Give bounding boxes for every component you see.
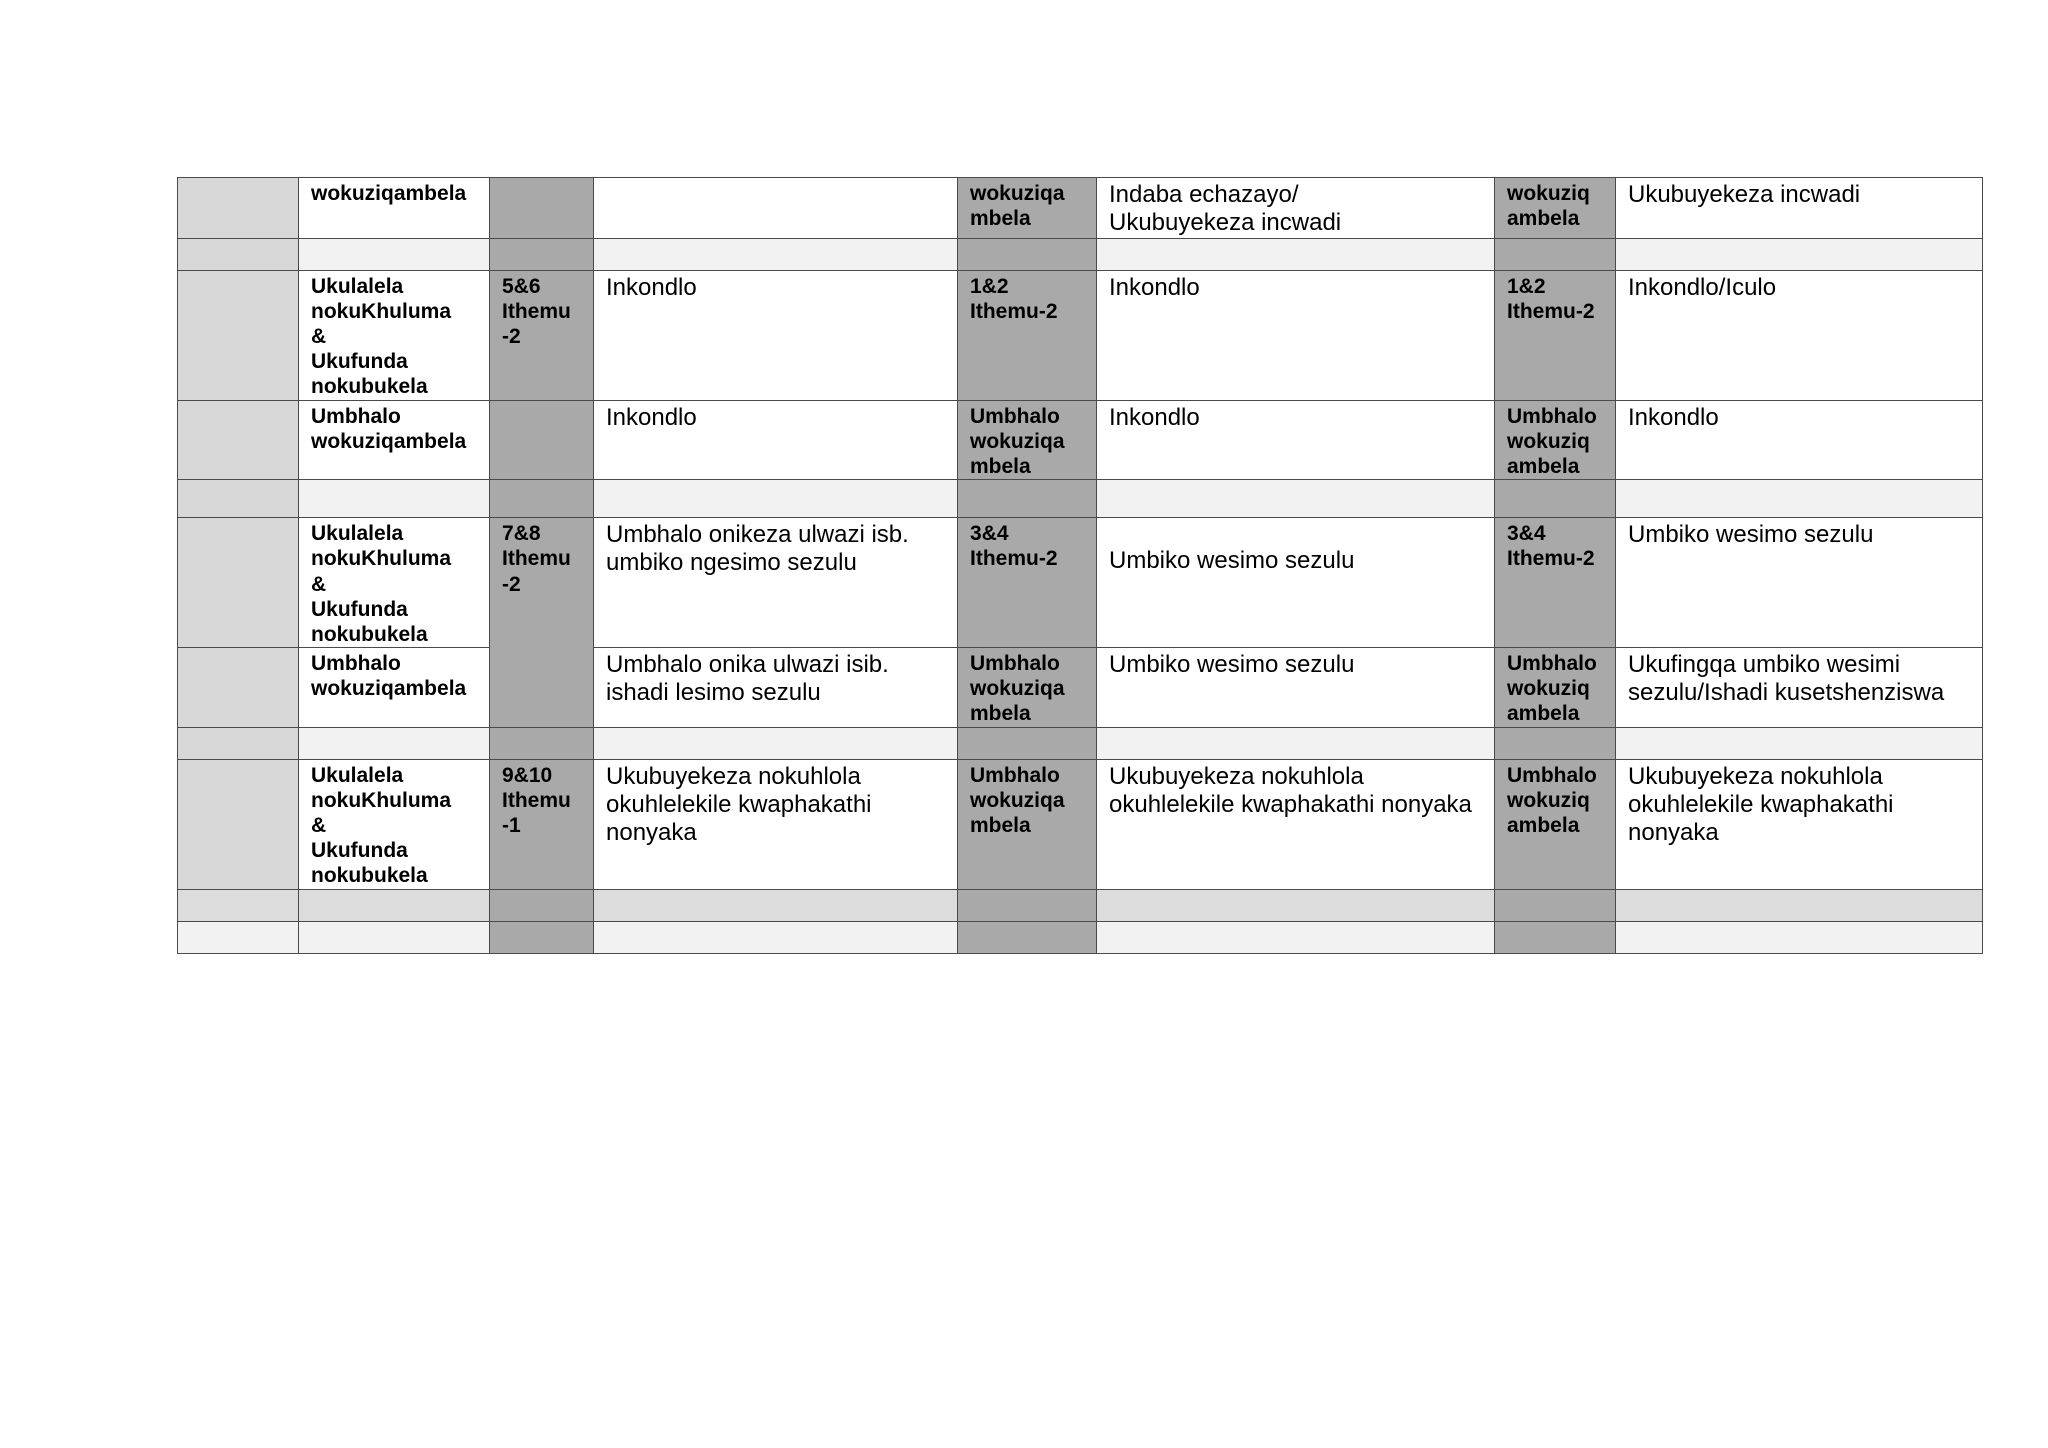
separator-row xyxy=(178,238,1983,270)
separator-row xyxy=(178,921,1983,953)
activity-cell xyxy=(1097,518,1495,648)
activity-text: Umbhalo onika ulwazi isib. ishadi lesimo sezulu xyxy=(606,651,889,707)
table-row xyxy=(178,400,1983,480)
separator-row xyxy=(178,480,1983,518)
activity-text: Ukubuyekeza nokuhlola okuhlelekile kwaphakathi nonyaka xyxy=(1628,762,1894,847)
activity-text: Ukubuyekeza incwadi xyxy=(1628,181,1861,208)
curriculum-plan-table xyxy=(177,177,1983,954)
activity-cell xyxy=(594,759,958,889)
skill-cell xyxy=(299,178,490,239)
skill-label: Ukulalela nokuKhuluma & Ukufunda nokubukela xyxy=(311,522,451,646)
activity-text: Indaba echazayo/ Ukubuyekeza incwadi xyxy=(1109,181,1342,237)
skill-label: Umbhalo wokuziqa mbela xyxy=(970,652,1065,726)
activity-text: Inkondlo xyxy=(606,403,697,431)
skill-label: wokuziqa mbela xyxy=(970,182,1065,231)
activity-text: Ukubuyekeza nokuhlola okuhlelekile kwaphakathi nonyaka xyxy=(1109,762,1472,818)
activity-cell xyxy=(594,518,958,648)
skill-label: Umbhalo wokuziqa mbela xyxy=(970,763,1065,837)
activity-cell xyxy=(1616,270,1983,400)
week-label: 3&4 Ithemu-2 xyxy=(970,522,1058,571)
activity-cell xyxy=(1097,759,1495,889)
skill-label: wokuziq ambela xyxy=(1507,182,1590,231)
row-label-cell xyxy=(178,759,299,889)
activity-cell xyxy=(594,400,958,480)
activity-text: Umbhalo onikeza ulwazi isb. umbiko ngesimo sezulu xyxy=(606,521,909,577)
week-cell xyxy=(1495,270,1616,400)
week-label: 9&10 Ithemu -1 xyxy=(502,763,571,837)
skill-cell xyxy=(299,400,490,480)
separator-row xyxy=(178,889,1983,921)
skill-label: Ukulalela nokuKhuluma & Ukufunda nokubukela xyxy=(311,763,451,888)
skill-cell xyxy=(299,648,490,728)
activity-text: Inkondlo/Iculo xyxy=(1628,273,1777,301)
activity-text: Umbiko wesimo sezulu xyxy=(1109,547,1355,575)
skill-label: Ukulalela nokuKhuluma & Ukufunda nokubukela xyxy=(311,274,451,399)
skill-cell xyxy=(958,178,1097,239)
activity-text: Ukubuyekeza nokuhlola okuhlelekile kwaphakathi nonyaka xyxy=(606,762,872,847)
activity-cell xyxy=(1616,178,1983,239)
skill-label: Umbhalo wokuziqambela xyxy=(311,404,467,453)
activity-cell xyxy=(1097,270,1495,400)
skill-cell xyxy=(1495,400,1616,480)
week-cell xyxy=(958,270,1097,400)
skill-cell xyxy=(958,759,1097,889)
activity-cell xyxy=(1097,178,1495,239)
table-row xyxy=(178,518,1983,648)
skill-label: wokuziqambela xyxy=(311,182,467,205)
activity-text: Umbiko wesimo sezulu xyxy=(1628,521,1874,549)
week-label: 5&6 Ithemu -2 xyxy=(502,274,571,348)
skill-cell xyxy=(958,400,1097,480)
week-cell xyxy=(490,400,594,480)
activity-text: Inkondlo xyxy=(1628,403,1719,431)
activity-text: Inkondlo xyxy=(1109,403,1200,431)
activity-cell xyxy=(594,648,958,728)
skill-label: Umbhalo wokuziq ambela xyxy=(1507,652,1597,726)
skill-cell xyxy=(299,518,490,648)
activity-cell xyxy=(1616,759,1983,889)
skill-label: Umbhalo wokuziq ambela xyxy=(1507,404,1597,478)
week-cell xyxy=(490,759,594,889)
activity-cell xyxy=(594,270,958,400)
week-label: 7&8 Ithemu -2 xyxy=(502,522,571,596)
row-label-cell xyxy=(178,518,299,648)
activity-cell xyxy=(594,178,958,239)
activity-text: Ukufingqa umbiko wesimi sezulu/Ishadi kusetshenziswa xyxy=(1628,651,1945,707)
activity-text: Umbiko wesimo sezulu xyxy=(1109,651,1355,679)
activity-cell xyxy=(1616,518,1983,648)
skill-cell xyxy=(1495,759,1616,889)
activity-text: Inkondlo xyxy=(606,273,697,301)
table-row xyxy=(178,759,1983,889)
row-label-cell xyxy=(178,270,299,400)
activity-cell xyxy=(1097,400,1495,480)
row-label-cell xyxy=(178,648,299,728)
skill-label: Umbhalo wokuziq ambela xyxy=(1507,763,1597,837)
skill-cell xyxy=(958,648,1097,728)
week-label: 1&2 Ithemu-2 xyxy=(970,274,1058,323)
skill-cell xyxy=(299,759,490,889)
week-cell xyxy=(490,270,594,400)
activity-cell xyxy=(1616,648,1983,728)
table-row xyxy=(178,648,1983,728)
activity-cell xyxy=(1097,648,1495,728)
activity-text: Inkondlo xyxy=(1109,273,1200,301)
week-label: 1&2 Ithemu-2 xyxy=(1507,274,1595,323)
row-label-cell xyxy=(178,178,299,239)
week-label: 3&4 Ithemu-2 xyxy=(1507,522,1595,571)
table-row xyxy=(178,178,1983,239)
week-cell xyxy=(490,518,594,728)
separator-row xyxy=(178,727,1983,759)
skill-cell xyxy=(1495,178,1616,239)
skill-cell xyxy=(299,270,490,400)
row-label-cell xyxy=(178,400,299,480)
skill-label: Umbhalo wokuziqambela xyxy=(311,652,467,701)
skill-cell xyxy=(1495,648,1616,728)
week-cell xyxy=(1495,518,1616,648)
table-row xyxy=(178,270,1983,400)
week-cell xyxy=(958,518,1097,648)
skill-label: Umbhalo wokuziqa mbela xyxy=(970,404,1065,478)
activity-cell xyxy=(1616,400,1983,480)
week-cell xyxy=(490,178,594,239)
